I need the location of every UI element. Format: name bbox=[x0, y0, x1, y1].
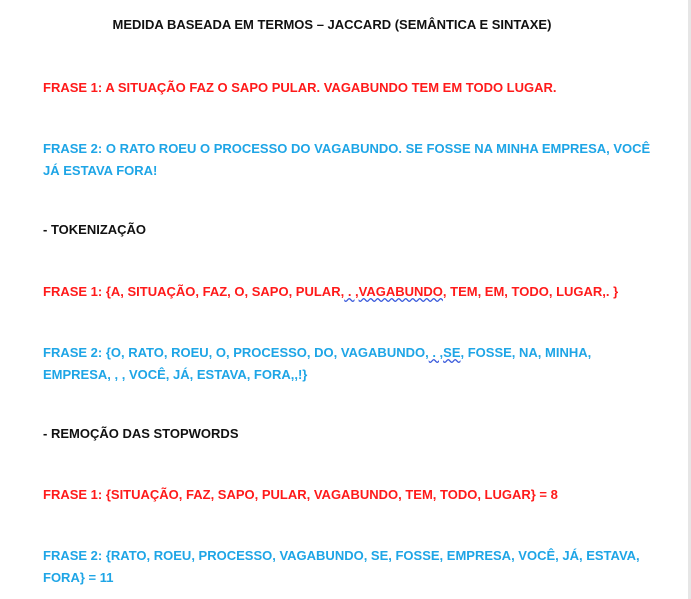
tokenizacao-heading: - TOKENIZAÇÃO bbox=[43, 222, 147, 237]
stopwords-frase2-line2: FORA} = 11 bbox=[43, 570, 114, 585]
tokenizacao-frase2-suffix: , FOSSE, NA, MINHA, bbox=[460, 345, 592, 360]
frase2-text-line2: JÁ ESTAVA FORA! bbox=[43, 163, 158, 178]
tokenizacao-frase1-prefix: FRASE 1: {A, SITUAÇÃO, FAZ, O, SAPO, PULAR, bbox=[43, 284, 345, 299]
frase2-text-line1: FRASE 2: O RATO ROEU O PROCESSO DO VAGABUNDO. SE FOSSE NA MINHA EMPRESA, VOCÊ bbox=[43, 141, 651, 156]
frase1-text: FRASE 1: A SITUAÇÃO FAZ O SAPO PULAR. VAGABUNDO TEM EM TODO LUGAR. bbox=[43, 80, 557, 95]
tokenizacao-frase2-line1 bbox=[43, 342, 653, 364]
stopwords-heading: - REMOÇÃO DAS STOPWORDS bbox=[43, 426, 239, 441]
tokenizacao-frase2-mark1: . , bbox=[428, 345, 444, 360]
tokenizacao-frase1-suffix: , TEM, EM, TODO, LUGAR,. } bbox=[442, 284, 619, 299]
tokenizacao-frase2-mark2: SE bbox=[443, 345, 461, 360]
page-title: MEDIDA BASEADA EM TERMOS – JACCARD (SEMÂNTICA E SINTAXE) bbox=[112, 17, 552, 32]
stopwords-frase1: FRASE 1: {SITUAÇÃO, FAZ, SAPO, PULAR, VAGABUNDO, TEM, TODO, LUGAR} = 8 bbox=[43, 487, 558, 502]
tokenizacao-frase1 bbox=[43, 281, 653, 303]
tokenizacao-frase1-mark1: . , bbox=[344, 284, 359, 299]
tokenizacao-frase1-mark2: VAGABUNDO bbox=[358, 284, 443, 299]
tokenizacao-frase2-prefix: FRASE 2: {O, RATO, ROEU, O, PROCESSO, DO, VAGABUNDO, bbox=[43, 345, 429, 360]
stopwords-frase2-line1: FRASE 2: {RATO, ROEU, PROCESSO, VAGABUNDO, SE, FOSSE, EMPRESA, VOCÊ, JÁ, ESTAVA, bbox=[43, 548, 640, 563]
tokenizacao-frase2-line2: EMPRESA, , , VOCÊ, JÁ, ESTAVA, FORA,,!} bbox=[43, 367, 308, 382]
